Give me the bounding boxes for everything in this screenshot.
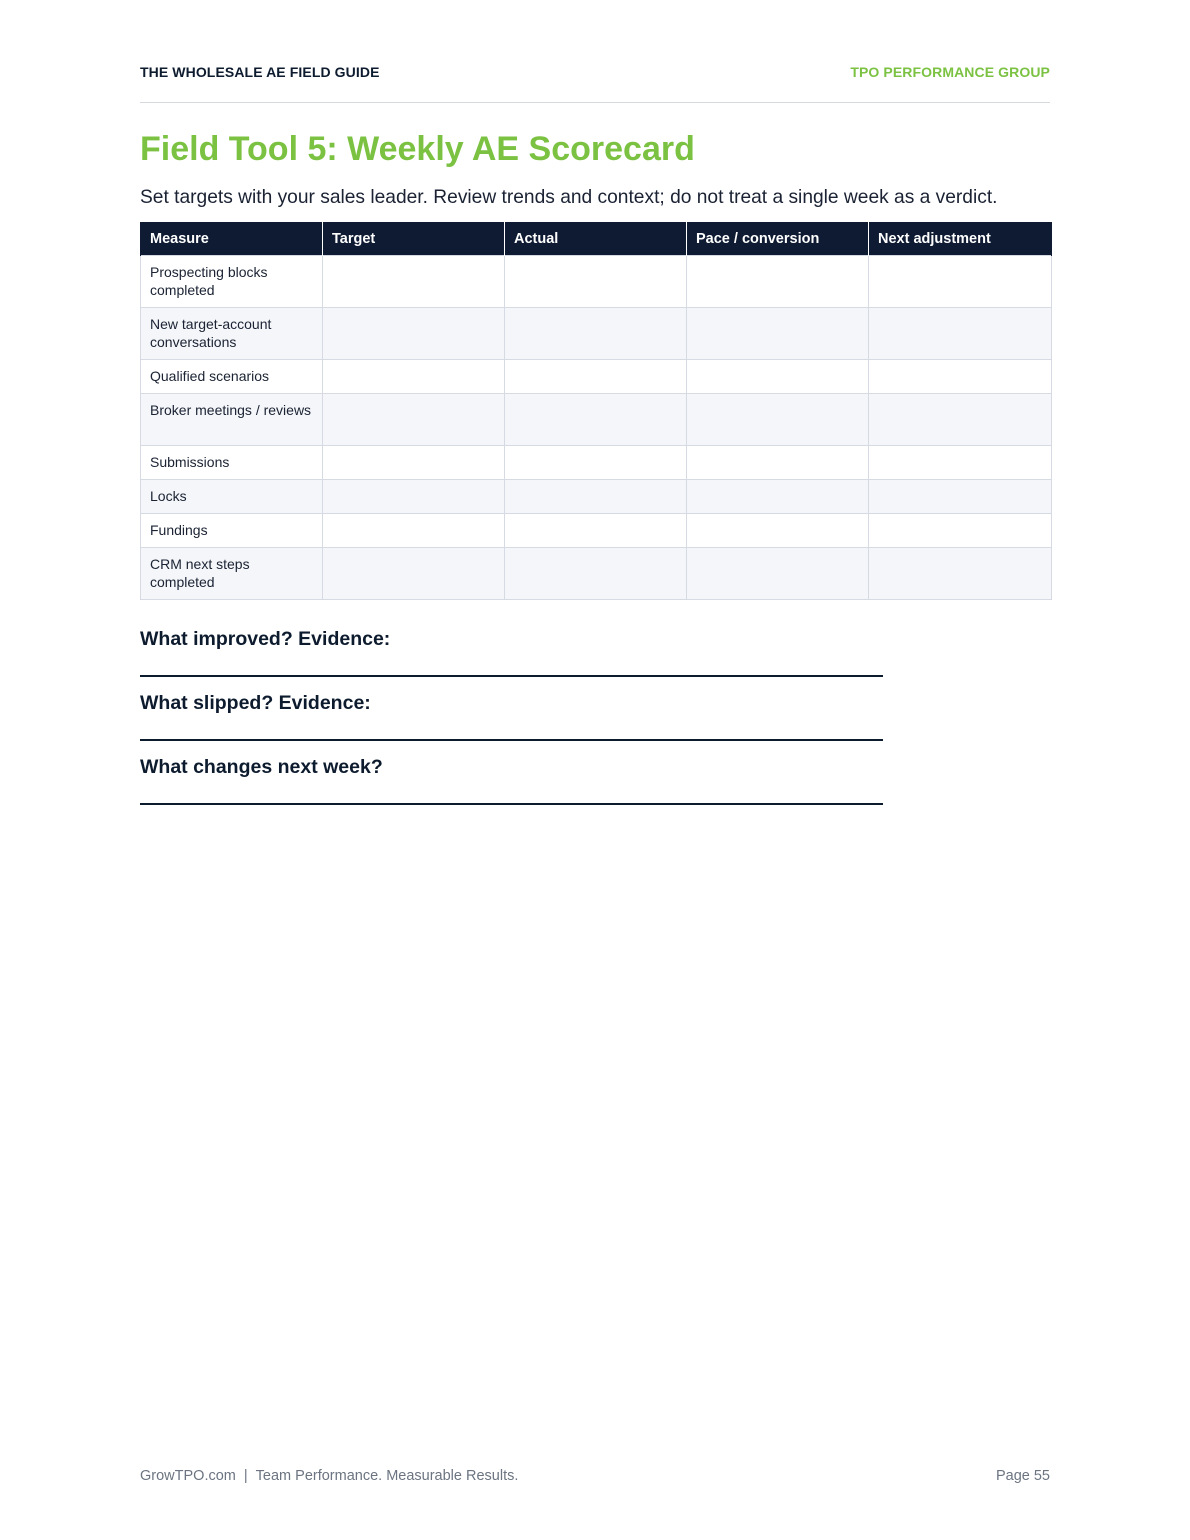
target-cell[interactable] [323, 360, 505, 394]
intro-text: Set targets with your sales leader. Review trends and context; do not treat a single week as a verdict. [140, 187, 998, 208]
measure-cell: New target-account conversations [141, 308, 323, 360]
column-header-measure: Measure [141, 222, 323, 256]
actual-cell[interactable] [505, 480, 687, 514]
header-divider [140, 102, 1050, 103]
table-row [141, 446, 1052, 480]
prompt-improved: What improved? Evidence: [140, 628, 391, 650]
next-adjustment-cell[interactable] [869, 548, 1052, 600]
measure-cell: Locks [141, 480, 323, 514]
footer-separator: | [243, 1468, 248, 1484]
prompt-slipped: What slipped? Evidence: [140, 692, 371, 714]
measure-cell: Qualified scenarios [141, 360, 323, 394]
footer-tagline: Team Performance. Measurable Results. [255, 1468, 519, 1484]
measure-cell: Submissions [141, 446, 323, 480]
running-footer [140, 1466, 1050, 1486]
measure-cell: Broker meetings / reviews [141, 394, 323, 446]
actual-cell[interactable] [505, 548, 687, 600]
actual-cell[interactable] [505, 256, 687, 308]
running-header [140, 62, 1050, 82]
target-cell[interactable] [323, 514, 505, 548]
table-row [141, 548, 1052, 600]
column-header-target: Target [323, 222, 505, 256]
pace-cell[interactable] [687, 394, 869, 446]
next-adjustment-cell[interactable] [869, 308, 1052, 360]
next-adjustment-cell[interactable] [869, 446, 1052, 480]
target-cell[interactable] [323, 480, 505, 514]
pace-cell[interactable] [687, 446, 869, 480]
footer-site: GrowTPO.com [140, 1468, 236, 1484]
document-page [140, 0, 1050, 1540]
target-cell[interactable] [323, 256, 505, 308]
table-row [141, 480, 1052, 514]
answer-line-improved[interactable] [140, 675, 883, 677]
measure-cell: Prospecting blocks completed [141, 256, 323, 308]
next-adjustment-cell[interactable] [869, 514, 1052, 548]
table-header-row [141, 222, 1052, 256]
page-title: Field Tool 5: Weekly AE Scorecard [140, 130, 695, 168]
answer-line-changes[interactable] [140, 803, 883, 805]
pace-cell[interactable] [687, 308, 869, 360]
table-row [141, 256, 1052, 308]
actual-cell[interactable] [505, 308, 687, 360]
next-adjustment-cell[interactable] [869, 480, 1052, 514]
scorecard-table [140, 222, 1052, 600]
next-adjustment-cell[interactable] [869, 256, 1052, 308]
measure-cell: Fundings [141, 514, 323, 548]
table-row [141, 394, 1052, 446]
target-cell[interactable] [323, 308, 505, 360]
table-row [141, 360, 1052, 394]
page-number: Page 55 [995, 1468, 1050, 1484]
target-cell[interactable] [323, 446, 505, 480]
pace-cell[interactable] [687, 514, 869, 548]
pace-cell[interactable] [687, 360, 869, 394]
actual-cell[interactable] [505, 394, 687, 446]
pace-cell[interactable] [687, 480, 869, 514]
table-row [141, 514, 1052, 548]
prompt-changes: What changes next week? [140, 756, 383, 778]
actual-cell[interactable] [505, 360, 687, 394]
column-header-actual: Actual [505, 222, 687, 256]
next-adjustment-cell[interactable] [869, 394, 1052, 446]
next-adjustment-cell[interactable] [869, 360, 1052, 394]
actual-cell[interactable] [505, 446, 687, 480]
answer-line-slipped[interactable] [140, 739, 883, 741]
column-header-pace: Pace / conversion [687, 222, 869, 256]
column-header-next-adjustment: Next adjustment [869, 222, 1052, 256]
target-cell[interactable] [323, 394, 505, 446]
actual-cell[interactable] [505, 514, 687, 548]
table-row [141, 308, 1052, 360]
pace-cell[interactable] [687, 256, 869, 308]
measure-cell: CRM next steps completed [141, 548, 323, 600]
target-cell[interactable] [323, 548, 505, 600]
publisher-name: TPO PERFORMANCE GROUP [850, 64, 1050, 80]
guide-title: THE WHOLESALE AE FIELD GUIDE [140, 64, 380, 80]
pace-cell[interactable] [687, 548, 869, 600]
footer-left [140, 1468, 518, 1484]
